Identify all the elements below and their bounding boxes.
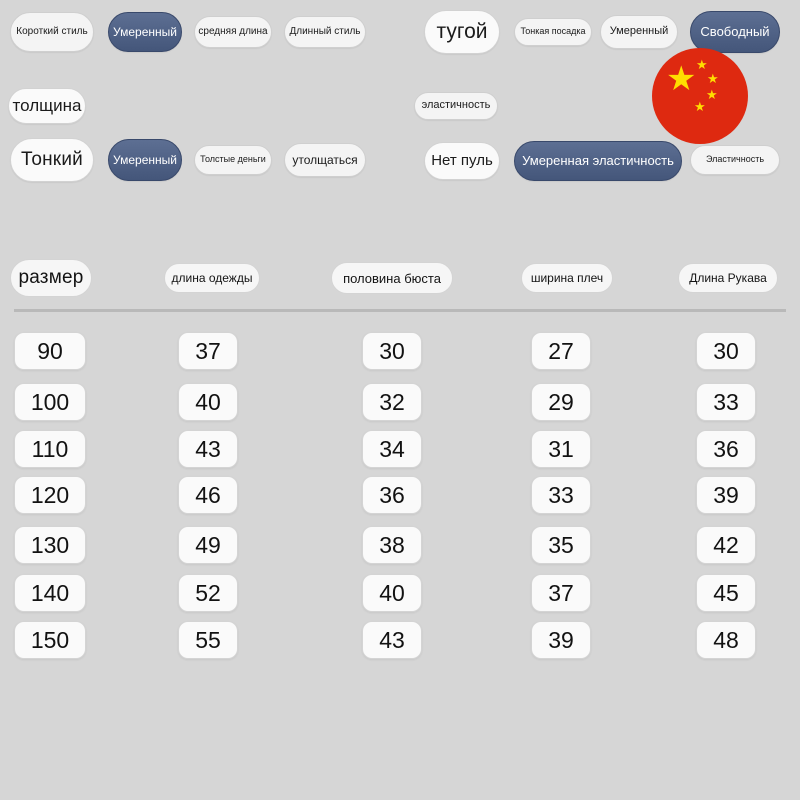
table-cell: 43 xyxy=(178,430,238,468)
table-header-half-bust: половина бюста xyxy=(331,262,453,294)
table-cell: 130 xyxy=(14,526,86,564)
table-cell: 36 xyxy=(362,476,422,514)
option-thickness-thick[interactable]: Толстые деньги xyxy=(194,145,272,175)
table-cell: 38 xyxy=(362,526,422,564)
table-cell: 39 xyxy=(531,621,591,659)
option-style-short[interactable]: Короткий стиль xyxy=(10,12,94,52)
table-cell: 55 xyxy=(178,621,238,659)
flag-star-large: ★ xyxy=(666,60,697,98)
table-header-shoulder-width: ширина плеч xyxy=(521,263,613,293)
table-cell: 33 xyxy=(531,476,591,514)
table-cell: 36 xyxy=(696,430,756,468)
option-thickness-moderate[interactable]: Умеренный xyxy=(108,139,182,181)
table-cell: 49 xyxy=(178,526,238,564)
table-cell: 37 xyxy=(178,332,238,370)
table-cell: 43 xyxy=(362,621,422,659)
option-elasticity-elastic[interactable]: Эластичность xyxy=(690,145,780,175)
table-cell: 45 xyxy=(696,574,756,612)
table-cell: 33 xyxy=(696,383,756,421)
table-cell: 27 xyxy=(531,332,591,370)
table-cell: 35 xyxy=(531,526,591,564)
option-fit-moderate[interactable]: Умеренный xyxy=(600,15,678,49)
table-cell: 29 xyxy=(531,383,591,421)
table-cell: 30 xyxy=(696,332,756,370)
table-cell: 140 xyxy=(14,574,86,612)
flag-star-3: ★ xyxy=(706,87,718,102)
elasticity-label: эластичность xyxy=(414,92,498,120)
table-cell: 40 xyxy=(178,383,238,421)
table-cell: 31 xyxy=(531,430,591,468)
table-cell: 34 xyxy=(362,430,422,468)
thickness-label: толщина xyxy=(8,88,86,124)
table-cell: 48 xyxy=(696,621,756,659)
option-style-medium-length[interactable]: средняя длина xyxy=(194,16,272,48)
option-fit-slim[interactable]: Тонкая посадка xyxy=(514,18,592,46)
table-cell: 150 xyxy=(14,621,86,659)
table-header-clothing-length: длина одежды xyxy=(164,263,260,293)
table-cell: 100 xyxy=(14,383,86,421)
table-divider xyxy=(14,309,786,312)
option-fit-loose[interactable]: Свободный xyxy=(690,11,780,53)
table-cell: 37 xyxy=(531,574,591,612)
option-style-moderate[interactable]: Умеренный xyxy=(108,12,182,52)
table-cell: 110 xyxy=(14,430,86,468)
table-cell: 30 xyxy=(362,332,422,370)
option-thickness-thin[interactable]: Тонкий xyxy=(10,138,94,182)
table-cell: 120 xyxy=(14,476,86,514)
option-elasticity-none[interactable]: Нет пуль xyxy=(424,142,500,180)
table-header-size: размер xyxy=(10,259,92,297)
flag-star-2: ★ xyxy=(707,71,719,86)
table-cell: 42 xyxy=(696,526,756,564)
option-fit-tight[interactable]: тугой xyxy=(424,10,500,54)
option-style-long[interactable]: Длинный стиль xyxy=(284,16,366,48)
option-thickness-thicken[interactable]: утолщаться xyxy=(284,143,366,177)
table-cell: 90 xyxy=(14,332,86,370)
table-cell: 39 xyxy=(696,476,756,514)
table-cell: 32 xyxy=(362,383,422,421)
table-cell: 52 xyxy=(178,574,238,612)
option-elasticity-moderate[interactable]: Умеренная эластичность xyxy=(514,141,682,181)
flag-star-4: ★ xyxy=(694,99,706,114)
flag-star-1: ★ xyxy=(696,57,708,72)
table-cell: 46 xyxy=(178,476,238,514)
china-flag-icon xyxy=(652,48,748,144)
table-cell: 40 xyxy=(362,574,422,612)
table-header-sleeve-length: Длина Рукава xyxy=(678,263,778,293)
